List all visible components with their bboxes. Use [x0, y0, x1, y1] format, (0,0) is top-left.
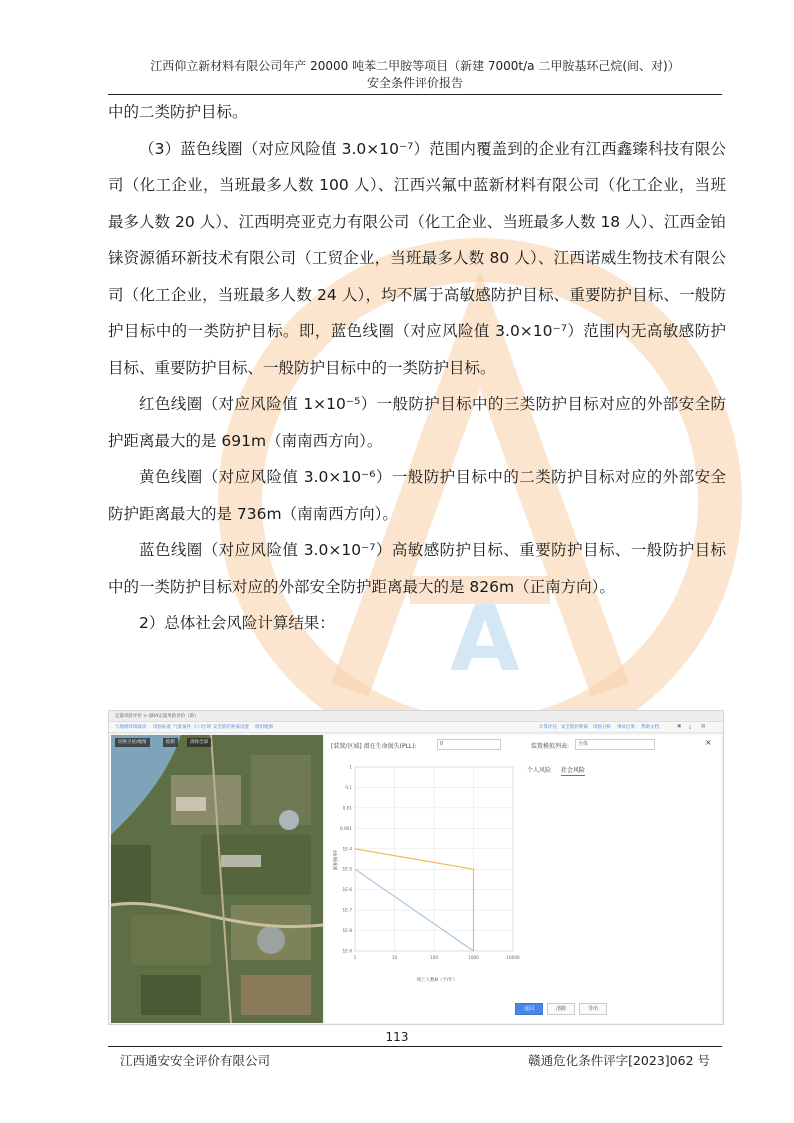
save-icon[interactable]: ▣ [677, 724, 682, 729]
x-tick-label: 1 [353, 955, 357, 960]
toolbar-item[interactable]: 安全防护距离设置 [213, 725, 249, 730]
y-axis-label: 累积频率F [334, 849, 339, 871]
pll-input[interactable]: 0 [437, 739, 501, 750]
result-panel [325, 735, 721, 1023]
close-icon[interactable]: × [705, 738, 712, 747]
y-tick-label: 1E-4 [342, 846, 352, 852]
map-clear-button[interactable]: 清除全部 [187, 738, 211, 747]
paragraph: 黄色线圈（对应风险值 3.0×10⁻⁶）一般防护目标中的二类防护目标对应的外部安全防护距离最大的是 736m（南南西方向）。 [108, 468, 726, 523]
pll-label: [装置/区域] 潜在生命损失(PLL): [331, 743, 417, 750]
tab-individual-risk[interactable]: 个人风险 [527, 767, 552, 774]
toolbar-item[interactable]: 风险标准 [153, 725, 171, 730]
x-tick-label: 100 [430, 955, 438, 960]
paragraph: 红色线圈（对应风险值 1×10⁻⁵）一般防护目标中的三类防护目标对应的外部安全防护距离最大的是 691m（南南西方向）。 [108, 395, 726, 450]
software-screenshot [108, 710, 724, 1025]
x-tick-label: 10 [391, 955, 398, 960]
toolbar-item[interactable]: 帮助文档 [641, 725, 659, 730]
document-body [108, 94, 726, 642]
app-toolbar [109, 722, 723, 733]
header-line-2: 安全条件评价报告 [366, 76, 463, 90]
paragraph: 蓝色线圈（对应风险值 3.0×10⁻⁷）高敏感防护目标、重要防护目标、一般防护目标中的一类防护目标对应的外部安全防护距离最大的是 826m（正南方向）。 [108, 541, 726, 596]
y-tick-label: 0.01 [342, 805, 352, 811]
export-button[interactable]: 导出 [579, 1003, 607, 1015]
export-icon[interactable]: ⤓ [689, 725, 691, 730]
tab-social-risk[interactable]: 社会风险 [561, 767, 586, 774]
y-tick-label: 1 [349, 764, 352, 770]
paragraph: 2）总体社会风险计算结果： [139, 614, 335, 632]
footer-company: 江西通安安全评价有限公司 [120, 1053, 271, 1068]
y-tick-label: 1E-7 [342, 907, 352, 913]
svg-text:A: A [450, 587, 520, 692]
x-tick-label: 1000 [468, 955, 479, 960]
map-imagery [111, 735, 323, 1023]
paragraph: （3）蓝色线圈（对应风险值 3.0×10⁻⁷）范围内覆盖到的企业有江西鑫臻科技有限公司（化工企业，当班最多人数 100 人）、江西兴氟中蓝新材料有限公司（化工企业，当班最多人数 20 人）、江西明亮亚克力有限公司（化工企业、当班最多人数 18 人）、江西金铂铼资源循环新技术有限公司（工贸企业，当班最多人数 80 人）、江西诺威生物技术有限公司（化工企业，当班最多人数 24 人），均不属于高敏感防护目标、重要防护目标、一般防护目标中的一类防护目标。即，蓝色线圈（对应风险值 3.0×10⁻⁷）范围内无高敏感防护目标、重要防护目标、一般防护目标中的一类防护目标。 [108, 139, 726, 377]
clear-button[interactable]: 清除 [547, 1003, 575, 1015]
page-header [108, 58, 722, 92]
model-list-label: 装置模拟列表: [531, 743, 570, 750]
toolbar-item[interactable]: 与地理环境联动 [115, 725, 147, 730]
folder-icon[interactable]: ▤ [701, 724, 706, 729]
y-tick-label: 0.001 [340, 825, 352, 831]
header-line-1: 江西仰立新材料有限公司年产 20000 吨苯二甲胺等项目（新建 7000t/a 二甲胺基环己烷(间、对)） [150, 59, 680, 73]
app-titlebar [109, 711, 723, 722]
footer-doc-number: 赣通危化条件评字[2023]062 号 [528, 1053, 710, 1068]
paragraph: 中的二类防护目标。 [108, 103, 248, 121]
toolbar-item[interactable]: 人口区域 [193, 725, 211, 730]
fn-curve-chart [327, 755, 523, 985]
map-toggle-button[interactable]: 切换卫星/地图 [115, 738, 150, 747]
model-list-select[interactable]: 全体 [575, 739, 655, 750]
y-tick-label: 0.1 [345, 784, 352, 790]
footer-rule [108, 1046, 722, 1047]
x-tick-label: 10000 [506, 955, 520, 960]
y-tick-label: 1E-9 [342, 948, 352, 954]
y-tick-label: 1E-6 [342, 887, 352, 893]
toolbar-item[interactable]: 气象条件 [173, 725, 191, 730]
y-tick-label: 1E-5 [342, 866, 352, 872]
toolbar-item[interactable]: 安全防护距离 [561, 725, 588, 730]
y-tick-label: 1E-8 [342, 928, 352, 934]
toolbar-item[interactable]: 计算评估 [539, 725, 557, 730]
app-title: 定量风险评价 > QRA定量风险评价（新） [115, 714, 199, 719]
return-button[interactable]: 返回 [515, 1003, 543, 1015]
map-draw-button[interactable]: 绘制 [163, 738, 178, 747]
toolbar-item[interactable]: 事故后果 [617, 725, 635, 730]
toolbar-item[interactable]: 调用地图 [255, 725, 273, 730]
satellite-map[interactable] [111, 735, 323, 1023]
x-axis-label: 死亡人数N（个/年） [416, 978, 458, 983]
page-number: 113 [385, 1030, 409, 1044]
toolbar-item[interactable]: 风险分析 [593, 725, 611, 730]
